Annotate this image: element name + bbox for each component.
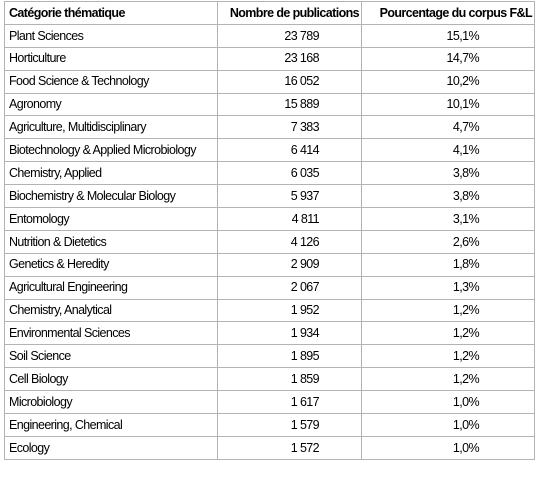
cell-corpus-percentage: 1,0% (362, 391, 535, 414)
cell-category: Horticulture (5, 47, 218, 70)
cell-category: Engineering, Chemical (5, 414, 218, 437)
cell-category: Agriculture, Multidisciplinary (5, 116, 218, 139)
cell-publication-count: 6 414 (218, 139, 362, 162)
table-row (5, 414, 535, 437)
publications-table-container (4, 1, 535, 460)
cell-corpus-percentage: 1,0% (362, 414, 535, 437)
cell-category: Nutrition & Dietetics (5, 230, 218, 253)
cell-category: Biotechnology & Applied Microbiology (5, 139, 218, 162)
cell-corpus-percentage: 3,8% (362, 185, 535, 208)
cell-corpus-percentage: 1,8% (362, 253, 535, 276)
table-row (5, 322, 535, 345)
cell-publication-count: 7 383 (218, 116, 362, 139)
table-row (5, 345, 535, 368)
cell-corpus-percentage: 1,2% (362, 322, 535, 345)
cell-corpus-percentage: 3,1% (362, 208, 535, 231)
cell-category: Biochemistry & Molecular Biology (5, 185, 218, 208)
cell-category: Cell Biology (5, 368, 218, 391)
cell-corpus-percentage: 4,7% (362, 116, 535, 139)
cell-publication-count: 6 035 (218, 162, 362, 185)
cell-publication-count: 1 859 (218, 368, 362, 391)
table-row (5, 116, 535, 139)
cell-publication-count: 1 934 (218, 322, 362, 345)
cell-publication-count: 1 952 (218, 299, 362, 322)
cell-corpus-percentage: 1,2% (362, 345, 535, 368)
cell-corpus-percentage: 10,1% (362, 93, 535, 116)
table-row (5, 139, 535, 162)
cell-publication-count: 1 617 (218, 391, 362, 414)
table-row (5, 208, 535, 231)
cell-category: Plant Sciences (5, 24, 218, 47)
table-row (5, 93, 535, 116)
cell-corpus-percentage: 1,0% (362, 436, 535, 459)
cell-corpus-percentage: 14,7% (362, 47, 535, 70)
cell-publication-count: 4 811 (218, 208, 362, 231)
table-header-row (5, 2, 535, 25)
cell-publication-count: 2 909 (218, 253, 362, 276)
table-row (5, 368, 535, 391)
cell-publication-count: 23 168 (218, 47, 362, 70)
header-category: Catégorie thématique (5, 2, 218, 25)
table-row (5, 230, 535, 253)
cell-publication-count: 16 052 (218, 70, 362, 93)
table-row (5, 162, 535, 185)
cell-category: Entomology (5, 208, 218, 231)
cell-corpus-percentage: 1,3% (362, 276, 535, 299)
table-row (5, 276, 535, 299)
cell-category: Soil Science (5, 345, 218, 368)
header-corpus-percentage: Pourcentage du corpus F&L (362, 2, 535, 25)
cell-corpus-percentage: 10,2% (362, 70, 535, 93)
cell-category: Chemistry, Applied (5, 162, 218, 185)
cell-publication-count: 4 126 (218, 230, 362, 253)
cell-corpus-percentage: 2,6% (362, 230, 535, 253)
cell-publication-count: 1 579 (218, 414, 362, 437)
cell-category: Microbiology (5, 391, 218, 414)
cell-category: Genetics & Heredity (5, 253, 218, 276)
publications-table (4, 1, 535, 460)
cell-corpus-percentage: 15,1% (362, 24, 535, 47)
cell-publication-count: 1 895 (218, 345, 362, 368)
table-row (5, 391, 535, 414)
cell-publication-count: 5 937 (218, 185, 362, 208)
cell-corpus-percentage: 1,2% (362, 299, 535, 322)
table-row (5, 47, 535, 70)
table-row (5, 299, 535, 322)
cell-category: Agronomy (5, 93, 218, 116)
cell-publication-count: 2 067 (218, 276, 362, 299)
cell-category: Chemistry, Analytical (5, 299, 218, 322)
cell-corpus-percentage: 1,2% (362, 368, 535, 391)
header-publication-count: Nombre de publications (218, 2, 362, 25)
table-row (5, 70, 535, 93)
cell-category: Ecology (5, 436, 218, 459)
table-row (5, 253, 535, 276)
cell-corpus-percentage: 4,1% (362, 139, 535, 162)
cell-category: Environmental Sciences (5, 322, 218, 345)
table-row (5, 436, 535, 459)
cell-publication-count: 1 572 (218, 436, 362, 459)
cell-publication-count: 15 889 (218, 93, 362, 116)
cell-category: Food Science & Technology (5, 70, 218, 93)
cell-category: Agricultural Engineering (5, 276, 218, 299)
table-row (5, 24, 535, 47)
table-row (5, 185, 535, 208)
table-body (5, 24, 535, 459)
cell-corpus-percentage: 3,8% (362, 162, 535, 185)
cell-publication-count: 23 789 (218, 24, 362, 47)
